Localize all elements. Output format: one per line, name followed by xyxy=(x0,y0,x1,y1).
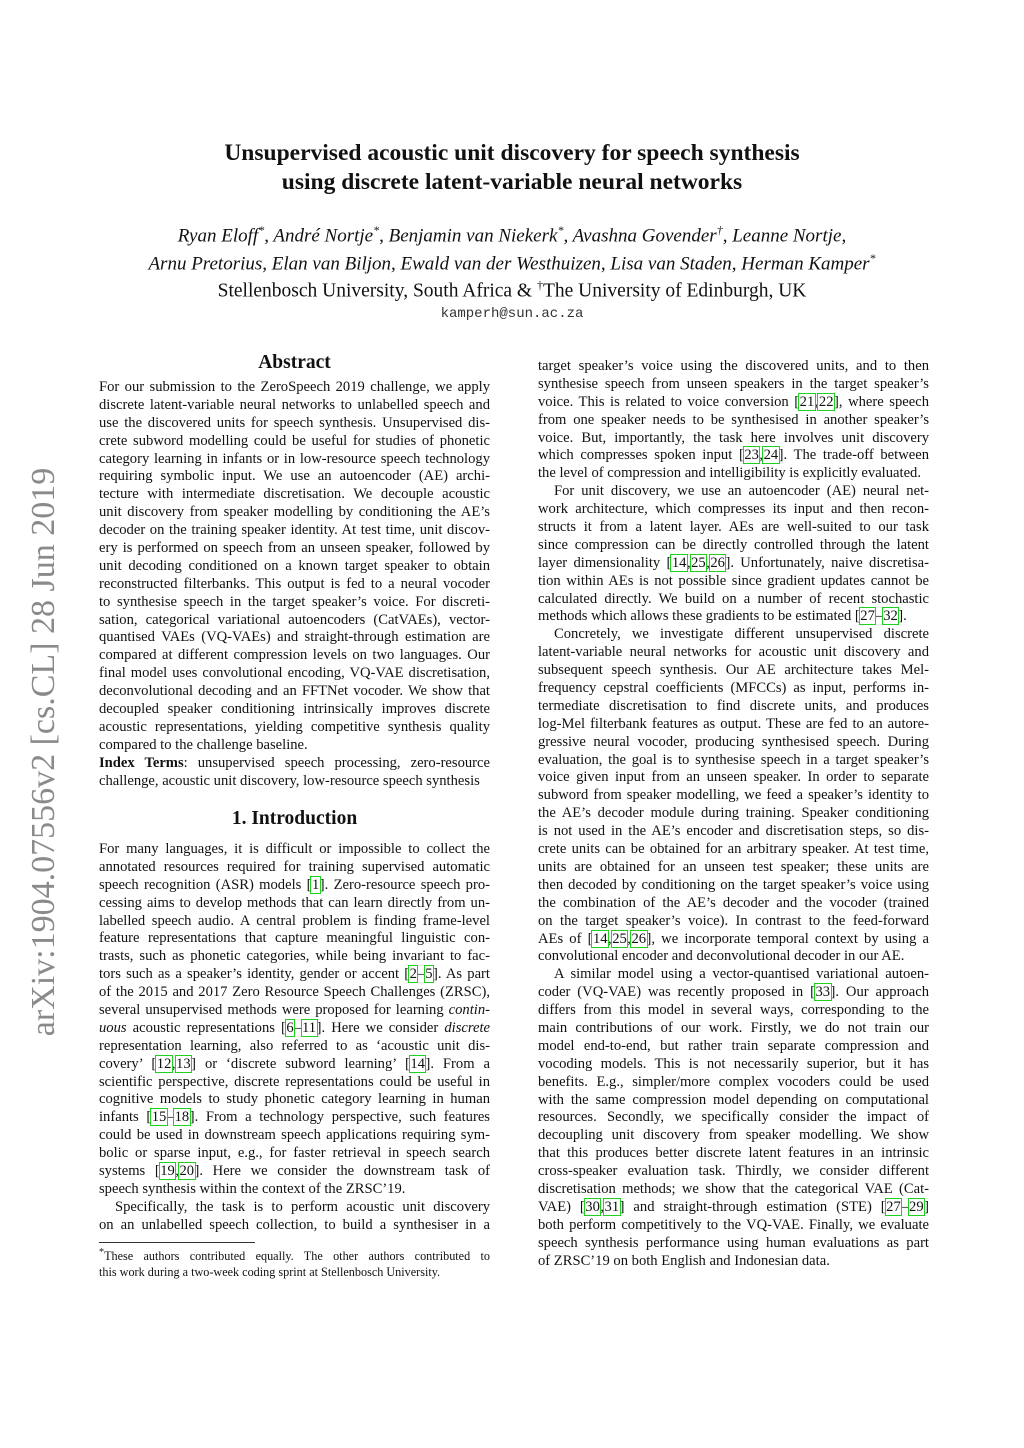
text-line: is not used in the AE’s encoder and discretisation steps, so dis- xyxy=(538,823,929,840)
text-line: feature representations that capture meaningful linguistic con- xyxy=(99,930,490,947)
text-line: vocoding models. This is not necessarily superior, but it has xyxy=(538,1055,929,1072)
text-line: crete subword modelling could be useful for studies of phonetic xyxy=(99,432,490,449)
text-line: target speaker’s voice using the discovered units, and to then xyxy=(538,358,929,374)
citation-link[interactable]: 30 xyxy=(585,1198,600,1215)
affiliation-mark: † xyxy=(536,278,543,292)
text-line: reconstructed filterbanks. This output is fed to a neural vocoder xyxy=(99,575,490,592)
text-line: tecture with intermediate discretisation. We decouple acoustic xyxy=(99,486,490,503)
text-line: methods which allows these gradients to be estimated [27–32]. xyxy=(538,608,907,625)
text-line: voice given input from an unseen speaker. In order to separate xyxy=(538,769,929,786)
citation-link[interactable]: 5 xyxy=(425,966,433,983)
text-line: several unsupervised methods were proposed for learning contin- xyxy=(99,1002,490,1019)
text-line: compared to the challenge baseline. xyxy=(99,736,308,753)
arxiv-identifier[interactable]: arXiv:1904.07556v2 [cs.CL] 28 Jun 2019 xyxy=(25,467,62,1037)
citation-link[interactable]: 19 xyxy=(160,1163,175,1180)
citation-link[interactable]: 6 xyxy=(286,1019,294,1036)
text-line: decoupling unit discovery from speaker modelling. We show xyxy=(538,1127,929,1144)
citation-link[interactable]: 27 xyxy=(886,1198,901,1215)
authors xyxy=(0,219,1024,276)
text-line: challenge, acoustic unit discovery, low-resource speech synthesis xyxy=(99,772,480,789)
text-line: representation learning, also referred to as ‘acoustic unit dis- xyxy=(99,1037,490,1054)
text-line: AEs of [14,25,26], we incorporate temporal context by using a xyxy=(538,930,929,947)
text-line: from one speaker needs to be synthesised in another speaker’s xyxy=(538,411,929,428)
authors-line: Arnu Pretorius, Elan van Biljon, Ewald van der Westhuizen, Lisa van Staden, Herman Kamper* xyxy=(148,251,876,275)
text-line: cessing aims to develop methods that can learn directly from un- xyxy=(99,894,490,911)
text-line: infants [15–18]. From a technology perspective, such features xyxy=(99,1109,490,1126)
text-line: Concretely, we investigate different unsupervised discrete xyxy=(554,626,929,643)
text-line: Specifically, the task is to perform acoustic unit discovery xyxy=(115,1198,490,1215)
citation-link[interactable]: 24 xyxy=(763,447,779,464)
text-line: For our submission to the ZeroSpeech 2019 challenge, we apply xyxy=(99,379,490,395)
text-line: cognitive models to study phonetic category learning in human xyxy=(99,1091,490,1108)
text-line: subsequent speech synthesis. Our AE architecture takes Mel- xyxy=(538,662,929,679)
text-line: discrete latent-variable neural networks to unlabelled speech and xyxy=(99,396,490,413)
text-line: category learning in infants or in low-resource speech technology xyxy=(99,450,490,467)
index-terms-label: Index Terms xyxy=(99,754,184,771)
text-line: requiring symbolic input. We use an autoencoder (AE) archi- xyxy=(99,468,490,485)
text-line: speech synthesis performance using human evaluations as part xyxy=(538,1234,929,1251)
text-line: of ZRSC’19 on both English and Indonesian data. xyxy=(538,1252,830,1269)
text-line: covery’ [12,13] or ‘discrete subword learning’ [14]. From a xyxy=(99,1055,490,1072)
text-line: work architecture, which compresses its input and then recon- xyxy=(538,501,929,518)
text-line: with the same compression model depending on computational xyxy=(538,1091,929,1108)
footnote-line: These authors contributed equally. The other authors contributed to xyxy=(104,1249,490,1264)
citation-link[interactable]: 15 xyxy=(151,1109,167,1126)
text-line: then decoded by conditioning on the target speaker’s voice using xyxy=(538,876,929,893)
text-line: speech recognition (ASR) models [1]. Zero-resource speech pro- xyxy=(99,876,490,893)
text-line: bolic or sparse input, e.g., for faster retrieval in speech search xyxy=(99,1145,490,1162)
text-line: synthesise speech from unseen speakers in the target speaker’s xyxy=(538,375,929,392)
text-line: resources. Secondly, we specifically consider the impact of xyxy=(538,1109,929,1126)
citation-link[interactable]: 2 xyxy=(409,966,417,983)
text-line: benefits. E.g., simpler/more complex vocoders could be used xyxy=(538,1073,929,1090)
text-line: to synthesise speech in the target speaker’s voice. For discreti- xyxy=(99,593,490,610)
text-line: unit discovery from speaker modelling by conditioning the AE’s xyxy=(99,504,490,521)
text-line: tors such as a speaker’s identity, gender or accent [2–5]. As part xyxy=(99,966,490,983)
citation-link[interactable]: 1 xyxy=(311,876,320,893)
footnote-mark: * xyxy=(99,1247,105,1258)
text-line: A similar model using a vector-quantised variational autoen- xyxy=(554,966,929,983)
author-mark: * xyxy=(869,251,876,266)
text-line: crete units can be obtained for an arbitrary speaker. At test time, xyxy=(538,841,929,858)
text-line: on an unlabelled speech collection, to build a synthesiser in a xyxy=(99,1216,490,1233)
text-line: on the target speaker’s voice). In contrast to the feed-forward xyxy=(538,912,929,929)
introduction-heading: 1. Introduction xyxy=(231,808,358,829)
text-line: speech synthesis within the context of the ZRSC’19. xyxy=(99,1180,406,1197)
text-line: scientific perspective, discrete representations could be useful in xyxy=(99,1073,490,1090)
text-line: the AE’s decoder module during training. Speaker conditioning xyxy=(538,805,929,822)
text-line: unit decoding conditioned on a known target speaker to obtain xyxy=(99,557,490,574)
text-line: ery is performed on speech from an unseen speaker, followed by xyxy=(99,540,490,557)
citation-link[interactable]: 26 xyxy=(631,930,647,947)
citation-link[interactable]: 14 xyxy=(410,1055,425,1072)
text-line: deconvolutional decoding and an FFTNet vocoder. We show that xyxy=(99,683,490,700)
affiliation-text: Stellenbosch University, South Africa & xyxy=(217,280,537,302)
citation-link[interactable]: 13 xyxy=(176,1055,191,1072)
affiliation xyxy=(0,278,1024,303)
citation-link[interactable]: 27 xyxy=(860,608,875,625)
text-line: final model uses convolutional encoding, VQ-VAE discretisation, xyxy=(99,665,490,682)
author-name: Herman Kamper xyxy=(741,253,870,275)
author-name: Arnu Pretorius xyxy=(148,253,263,275)
text-line: cross-speaker evaluation task. Thirdly, we consider different xyxy=(538,1163,929,1180)
abstract-body xyxy=(99,379,490,790)
footnote xyxy=(99,1245,490,1280)
text-line: uous acoustic representations [6–11]. Here we consider discrete xyxy=(99,1019,490,1036)
text-line: could be used in downstream speech applications requiring sym- xyxy=(99,1127,490,1144)
citation-link[interactable]: 12 xyxy=(156,1055,172,1072)
author-name: Benjamin van Niekerk xyxy=(388,225,558,247)
text-line: layer dimensionality [14,25,26]. Unfortunately, naive discretisa- xyxy=(538,554,929,571)
text-line: Index Terms: unsupervised speech processing, zero-resource xyxy=(99,754,490,771)
text-line: convolutional encoder and deconvolutional decoder in our AE. xyxy=(538,948,905,965)
text-line: model end-to-end, but rather train separate compression and xyxy=(538,1037,929,1054)
text-line: gressive neural vocoder, producing synthesised speech. During xyxy=(538,733,929,750)
authors-line: Ryan Eloff*, André Nortje*, Benjamin van Niekerk*, Avashna Govender†, Leanne Nortje, xyxy=(177,223,847,247)
text-line: VAE) [30,31] and straight-through estimation (STE) [27–29] xyxy=(538,1198,929,1215)
text-line: quantised VAEs (VQ-VAEs) and straight-through estimation are xyxy=(99,629,490,646)
text-line: use the discovered units for speech synthesis. Unsupervised dis- xyxy=(99,414,490,431)
footnote-line: this work during a two-week coding sprint at Stellenbosch University. xyxy=(99,1265,441,1280)
text-line: acoustic representations, yielding competitive synthesis quality xyxy=(99,718,490,735)
author-mark: * xyxy=(373,223,380,237)
text-line: the combination of the AE’s decoder and the vocoder (trained xyxy=(538,894,929,911)
author-name: Ryan Eloff xyxy=(177,225,259,247)
text-line: termediate discretisation to find discrete units, and produces xyxy=(538,697,929,714)
right-column-body xyxy=(538,358,929,1270)
text-line: evaluation, the goal is to synthesise speech in a target speaker’s xyxy=(538,751,929,768)
author-name: Leanne Nortje xyxy=(732,225,842,247)
text-line: frequency cepstral coefficients (MFCCs) as input, performs in- xyxy=(538,680,929,697)
text-line: main contributions of our work. Firstly, we do not train our xyxy=(538,1019,929,1036)
text-line: since compression can be directly controlled through the latent xyxy=(538,536,929,553)
citation-link[interactable]: 26 xyxy=(710,554,725,571)
author-name: Avashna Govender xyxy=(572,225,717,247)
text-line: coder (VQ-VAE) was recently proposed in [33]. Our approach xyxy=(538,984,929,1001)
text-line: structs it from a latent layer. AEs are well-suited to our task xyxy=(538,519,929,536)
text-line: which compresses spoken input [23,24]. The trade-off between xyxy=(538,447,929,464)
text-line: labelled speech audio. A central problem is finding frame-level xyxy=(99,912,490,929)
citation-link[interactable]: 14 xyxy=(671,554,687,571)
text-line: log-Mel filterbank features as output. These are fed to an autore- xyxy=(538,715,929,732)
text-line: For unit discovery, we use an autoencoder (AE) neural net- xyxy=(554,483,929,500)
author-name: Ewald van der Westhuizen xyxy=(400,253,601,275)
title-line: using discrete latent-variable neural networks xyxy=(281,169,743,195)
text-line: discretisation methods; we show that the categorical VAE (Cat- xyxy=(538,1180,929,1197)
text-line: decoder on the training speaker identity. At test time, unit discov- xyxy=(99,522,490,539)
citation-link[interactable]: 31 xyxy=(604,1198,620,1215)
author-name: Elan van Biljon xyxy=(271,253,392,275)
citation-link[interactable]: 33 xyxy=(815,984,831,1001)
text-line: of the 2015 and 2017 Zero Resource Speech Challenges (ZRSC), xyxy=(99,984,490,1001)
text-line: sation, categorical variational autoencoders (CatVAEs), vector- xyxy=(99,611,490,628)
text-line: subword from speaker modelling, we feed a speaker’s identity to xyxy=(538,787,929,804)
citation-link[interactable]: 20 xyxy=(179,1163,195,1180)
text-line: trasts, such as phonetic categories, while being invariant to fac- xyxy=(99,948,490,965)
author-name: Lisa van Staden xyxy=(610,253,732,275)
text-line: For many languages, it is difficult or impossible to collect the xyxy=(99,841,490,857)
text-line: both perform competitively to the VQ-VAE. Finally, we evaluate xyxy=(538,1216,929,1233)
footnote-rule xyxy=(99,1242,255,1243)
introduction-body xyxy=(99,841,490,1235)
text-line: systems [19,20]. Here we consider the downstream task of xyxy=(99,1163,490,1180)
author-mark: * xyxy=(258,223,265,237)
text-line: latent-variable neural networks for acoustic unit discovery and xyxy=(538,644,929,661)
text-line: tion within AEs is not possible since gradient updates cannot be xyxy=(538,572,929,589)
citation-link[interactable]: 23 xyxy=(744,447,759,464)
text-line: the level of compression and intelligibility is explicitly evaluated. xyxy=(538,465,921,482)
text-line: voice. This is related to voice conversion [21,22], where speech xyxy=(538,393,929,410)
text-line: units are obtained for an unseen test speaker; these units are xyxy=(538,858,929,875)
author-name: André Nortje xyxy=(273,225,374,247)
citation-link[interactable]: 22 xyxy=(818,393,834,410)
citation-link[interactable]: 21 xyxy=(799,393,815,410)
text-line: decoupled speaker conditioning intrinsically improves discrete xyxy=(99,701,490,718)
author-mark: * xyxy=(557,223,564,237)
abstract-heading: Abstract xyxy=(258,352,331,373)
title-line: Unsupervised acoustic unit discovery for speech synthesis xyxy=(224,140,800,166)
citation-link[interactable]: 11 xyxy=(302,1019,317,1036)
contact-email[interactable]: kamperh@sun.ac.za xyxy=(440,306,584,322)
text-line: differs from this model in several ways, corresponding to the xyxy=(538,1002,929,1019)
text-line: annotated resources required for training supervised automatic xyxy=(99,858,490,875)
citation-link[interactable]: 32 xyxy=(883,608,898,625)
text-line: that this produces better discrete latent features in an intrinsic xyxy=(538,1145,929,1162)
text-line: calculated directly. We build on a number of recent stochastic xyxy=(538,590,929,607)
author-mark: † xyxy=(716,223,723,237)
citation-link[interactable]: 25 xyxy=(612,930,627,947)
citation-link[interactable]: 29 xyxy=(909,1198,924,1215)
citation-link[interactable]: 18 xyxy=(174,1109,190,1126)
citation-link[interactable]: 25 xyxy=(691,554,706,571)
text-line: voice. But, importantly, the task here involves unit discovery xyxy=(538,429,929,446)
affiliation-text: The University of Edinburgh, UK xyxy=(542,280,807,302)
citation-link[interactable]: 14 xyxy=(592,930,608,947)
text-line: compared at different compression levels on two languages. Our xyxy=(99,647,490,664)
paper-title xyxy=(0,139,1024,197)
